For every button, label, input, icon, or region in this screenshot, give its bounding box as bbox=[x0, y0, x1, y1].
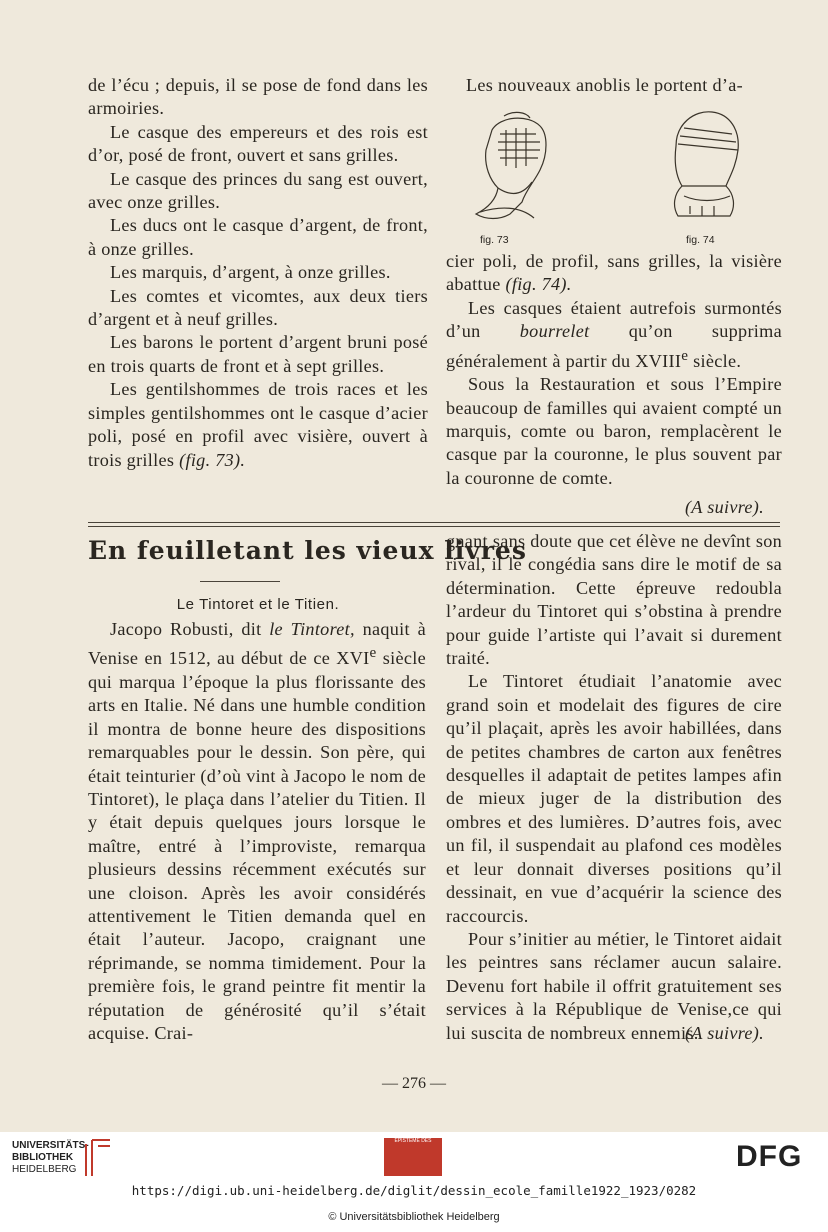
project-logo[interactable] bbox=[384, 1138, 442, 1176]
text-span: Les gentilshommes de trois races et les simples gentilshommes ont le casque d’acier poli, posé en profil avec visière, ouvert à trois grilles bbox=[88, 379, 428, 470]
section-heading: En feuilletant les vieux livres bbox=[88, 536, 527, 565]
paragraph bbox=[446, 297, 782, 373]
paragraph: Sous la Restauration et sous l’Empire beaucoup de familles qui avaient compté un marquis, comte ou baron, remplacèrent le casque par la couronne, le plus souvent par la couronne de comte. bbox=[446, 374, 782, 488]
paragraph: Les nouveaux anoblis le portent d’a- bbox=[466, 75, 743, 95]
text-span: qu’on supprima généralement à partir du XVIII bbox=[446, 321, 782, 371]
emphasis: le Tintoret, bbox=[269, 619, 355, 639]
page-number: — 276 — bbox=[382, 1075, 446, 1092]
paragraph: Le Tintoret étudiait l’anatomie avec grand soin et modelait des figures de cire qu’il plaçait, après les avoir habillées, dans de petites chambres de carton aux fenêtres desquelles il adaptait de petites lampes afin de mieux juger de la distribution des ombres et des lumières. D’autres fois, avec un fil, il suspendait au plafond ces modèles et leur donnait diverses positions qu’il dessinait, en vue d’acquérir la science des raccourcis. bbox=[446, 671, 782, 926]
text-span: Pour s’initier au métier, le Tintoret aidait les peintres sans réclamer aucun salaire. Devenu fort habile il offrit gratuitement ses services à la République de Venise,ce qui lui suscita de nombreux ennemis. bbox=[446, 928, 782, 1043]
column-top-right-intro bbox=[466, 74, 782, 97]
column-top-left bbox=[88, 74, 428, 472]
helmet-profile-grilles-illustration bbox=[470, 110, 556, 228]
column-bottom-left bbox=[88, 618, 426, 1045]
copyright-notice: © Universitätsbibliothek Heidelberg bbox=[328, 1211, 500, 1223]
paragraph: Les marquis, d’argent, à onze grilles. bbox=[110, 262, 391, 283]
dfg-logo[interactable]: DFG bbox=[736, 1140, 803, 1173]
article-subtitle: Le Tintoret et le Titien. bbox=[176, 596, 340, 613]
project-logo-text: ÉPISTÈME DES bbox=[394, 1138, 432, 1144]
paragraph: Le casque des empereurs et des rois est d’or, posé de front, ouvert et sans grilles. bbox=[88, 121, 428, 166]
paragraph: gnant sans doute que cet élève ne devînt son rival, il le congédia sans dire le motif de sa détermination. Cette épreuve redoubla l’ardeur du Tintoret qui s’obstina à prendre pour guide l’artiste qui l’avait si durement traité. bbox=[446, 531, 782, 669]
paragraph: Les barons le portent d’argent bruni posé en trois quarts de front et à sept grilles. bbox=[88, 332, 428, 376]
library-logo[interactable] bbox=[12, 1140, 89, 1176]
paragraph bbox=[446, 496, 782, 519]
emphasis: bourrelet bbox=[519, 321, 590, 342]
text-span: naquit à Venise en 1512, au début de ce XVI bbox=[88, 619, 426, 669]
permalink-url[interactable]: https://digi.ub.uni-heidelberg.de/diglit/dessin_ecole_famille1922_1923/0282 bbox=[131, 1183, 697, 1198]
superscript: e bbox=[681, 346, 689, 364]
to-be-continued: (A suivre). bbox=[684, 1022, 764, 1043]
text-span: Jacopo Robusti, dit bbox=[110, 619, 262, 639]
figure-reference: (fig. 73). bbox=[179, 449, 246, 470]
paragraph: Les ducs ont le casque d’argent, de front, à onze grilles. bbox=[88, 215, 428, 259]
column-bottom-right bbox=[446, 530, 782, 1045]
paragraph: Les comtes et vicomtes, aux deux tiers d’argent et à neuf grilles. bbox=[88, 285, 428, 330]
section-divider bbox=[88, 522, 780, 523]
section-divider bbox=[88, 526, 780, 527]
text-span: siècle qui marqua l’époque la plus florissante des arts en Italie. Né dans une humble condition il montra de bonne heure des dispositions remarquables pour le dessin. Son père, qui était teinturier (d’où vint à Jacopo le nom de Tintoret), le plaça dans l’atelier du Titien. Il y était depuis quelques jours lorsque le maître, entré à l’improviste, remarqua plusieurs dessins récemment exécutés sur une cloison. Après les avoir considérés attentivement le Titien demanda quel en était l’auteur. Jacopo, craignant une réprimande, se nomma timidement. Pour la première fois, le grand peintre fit mentir la réputation de générosité qu’il s’était acquise. Crai- bbox=[88, 648, 426, 1043]
library-name-line: BIBLIOTHEK bbox=[12, 1152, 74, 1163]
library-emblem-icon bbox=[82, 1136, 114, 1180]
to-be-continued: (A suivre). bbox=[684, 497, 764, 518]
heading-rule bbox=[200, 581, 280, 582]
text-span: siècle. bbox=[693, 350, 742, 371]
helmet-visor-closed-illustration bbox=[664, 106, 744, 226]
column-top-right bbox=[446, 250, 782, 520]
paragraph: de l’écu ; depuis, il se pose de fond dans les armoiries. bbox=[88, 75, 428, 119]
figure-caption: fig. 73 bbox=[480, 234, 509, 246]
paragraph bbox=[88, 378, 428, 472]
library-name-line: UNIVERSITÄTS- bbox=[12, 1140, 89, 1151]
text-span: Les casques étaient autrefois surmontés d’un bbox=[446, 297, 782, 342]
library-name-line: HEIDELBERG bbox=[12, 1164, 77, 1175]
figure-reference: (fig. 74). bbox=[505, 274, 572, 295]
figure-caption: fig. 74 bbox=[686, 234, 715, 246]
paragraph bbox=[446, 250, 782, 297]
text-span: cier poli, de profil, sans grilles, la visière abattue bbox=[446, 251, 782, 295]
paragraph: Le casque des princes du sang est ouvert, avec onze grilles. bbox=[88, 168, 428, 213]
superscript: e bbox=[369, 644, 377, 662]
paragraph bbox=[88, 618, 426, 1045]
